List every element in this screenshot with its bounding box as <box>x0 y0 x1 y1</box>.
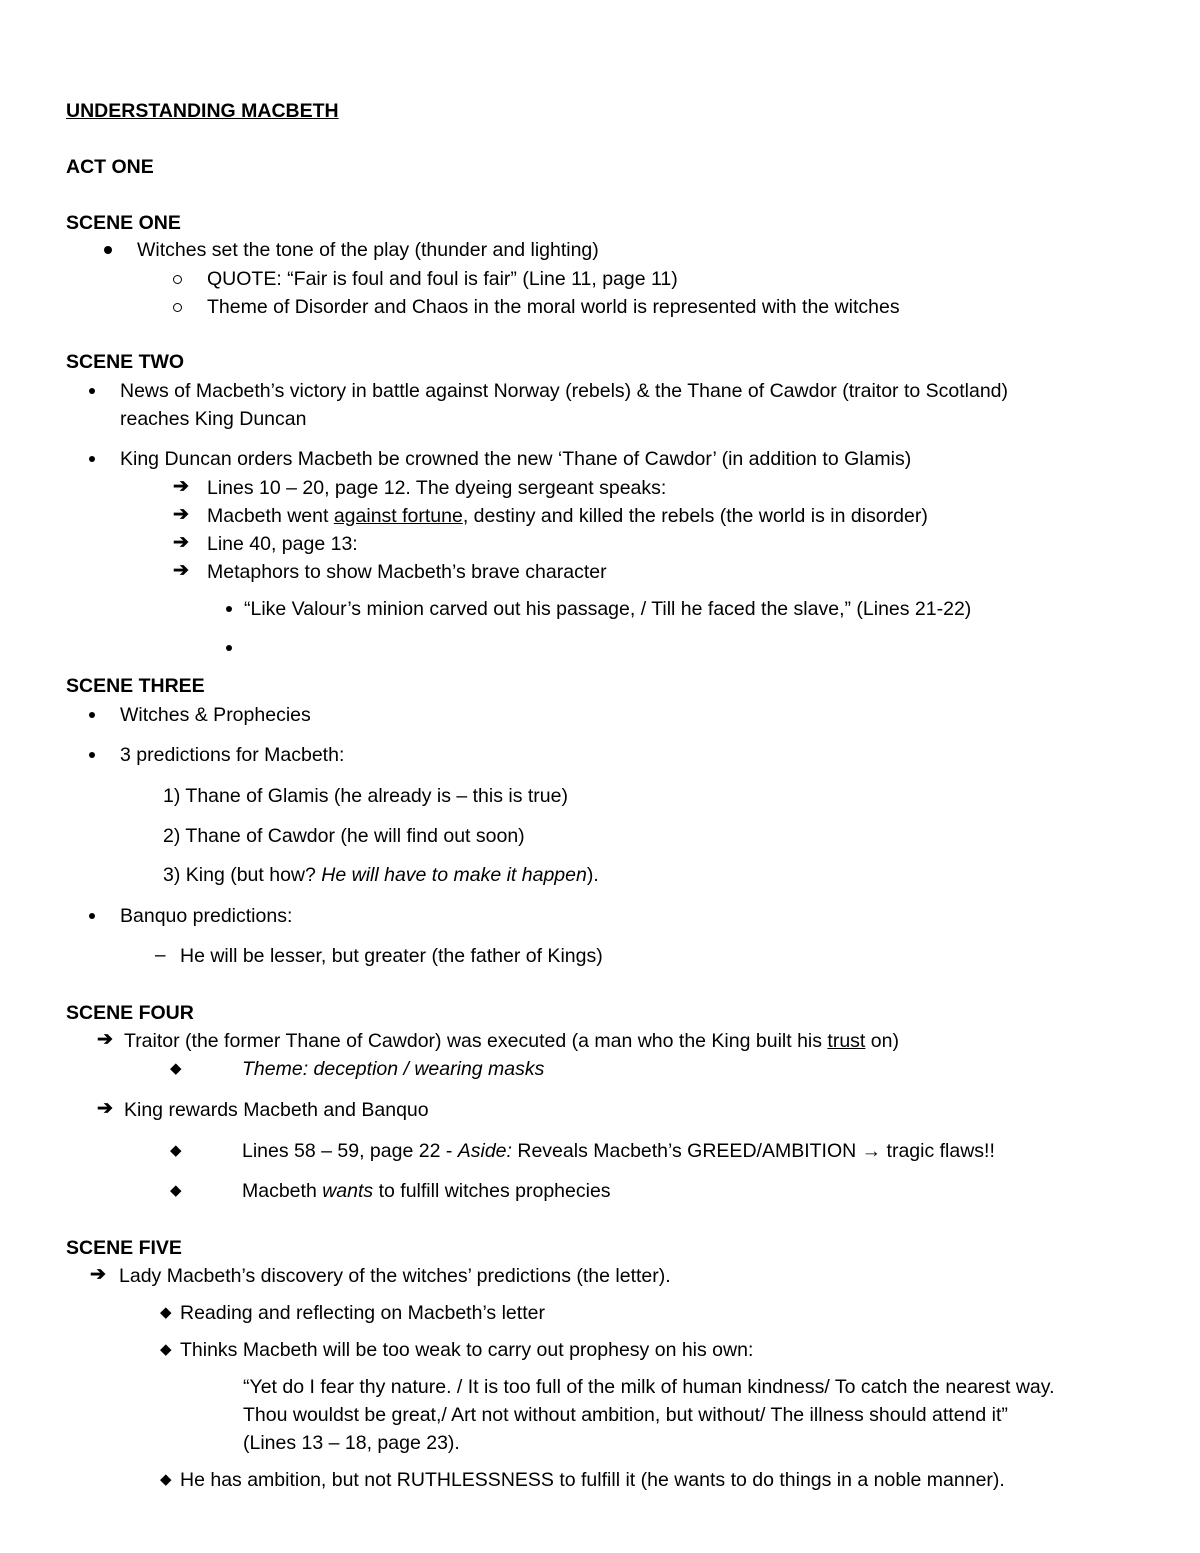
list-item: King rewards Macbeth and Banquo <box>124 1099 429 1121</box>
arrow-right-icon: ➔ <box>173 504 189 525</box>
arrow-right-icon: ➔ <box>97 1098 113 1119</box>
italic-text: wants <box>322 1180 374 1202</box>
scene-five-heading: SCENE FIVE <box>66 1237 182 1259</box>
italic-text: Aside: <box>457 1140 512 1162</box>
text-segment: Lines 58 – 59, page 22 - <box>242 1140 458 1162</box>
list-item: King Duncan orders Macbeth be crowned the new ‘Thane of Cawdor’ (in addition to Glamis) <box>120 448 912 470</box>
list-item: Theme: deception / wearing masks <box>242 1058 545 1080</box>
list-item: Witches & Prophecies <box>120 704 311 726</box>
list-item: QUOTE: “Fair is foul and foul is fair” (Line 11, page 11) <box>207 268 678 290</box>
prediction-item: 2) Thane of Cawdor (he will find out soon) <box>163 825 525 847</box>
arrow-right-icon: ➔ <box>173 560 189 581</box>
diamond-bullet-icon: ◆ <box>170 1182 182 1199</box>
scene-one-heading: SCENE ONE <box>66 212 181 234</box>
arrow-right-icon: ➔ <box>173 476 189 497</box>
list-item: Thinks Macbeth will be too weak to carry out prophesy on his own: <box>180 1339 754 1361</box>
quote-line: “Yet do I fear thy nature. / It is too full of the milk of human kindness/ To catch the nearest way. <box>243 1376 1055 1398</box>
text-segment: 3) King (but how? <box>163 864 322 886</box>
italic-text: He will have to make it happen <box>321 864 587 886</box>
diamond-bullet-icon: ◆ <box>160 1304 172 1321</box>
underlined-text: trust <box>827 1030 866 1052</box>
hollow-bullet-icon <box>173 275 182 284</box>
quote-line: “Like Valour’s minion carved out his passage, / Till he faced the slave,” (Lines 21-22) <box>244 598 972 620</box>
list-item: News of Macbeth’s victory in battle against Norway (rebels) & the Thane of Cawdor (traitor to Scotland) <box>120 380 1009 402</box>
list-item: Banquo predictions: <box>120 905 293 927</box>
list-item: He will be lesser, but greater (the father of Kings) <box>180 945 603 967</box>
list-item: He has ambition, but not RUTHLESSNESS to fulfill it (he wants to do things in a noble manner). <box>180 1469 1005 1491</box>
list-item: Lines 10 – 20, page 12. The dyeing sergeant speaks: <box>207 477 667 499</box>
list-item: Metaphors to show Macbeth’s brave character <box>207 561 607 583</box>
diamond-bullet-icon: ◆ <box>170 1142 182 1159</box>
document-title: UNDERSTANDING MACBETH <box>66 100 339 122</box>
text-segment: Reveals Macbeth’s GREED/AMBITION → tragic flaws!! <box>511 1140 995 1162</box>
diamond-bullet-icon: ◆ <box>160 1341 172 1358</box>
underlined-text: against fortune <box>333 505 463 527</box>
list-item: Witches set the tone of the play (thunder and lighting) <box>137 239 599 261</box>
text-segment: on) <box>865 1030 899 1052</box>
bullet-icon <box>89 388 95 394</box>
list-item <box>124 1029 899 1053</box>
quote-line: (Lines 13 – 18, page 23). <box>243 1432 460 1454</box>
dash-icon: – <box>155 945 166 966</box>
prediction-item: 1) Thane of Glamis (he already is – this is true) <box>163 785 568 807</box>
text-segment: Traitor (the former Thane of Cawdor) was executed (a man who the King built his <box>124 1030 828 1052</box>
list-item: Reading and reflecting on Macbeth’s letter <box>180 1302 545 1324</box>
text-segment: to fulfill witches prophecies <box>373 1180 611 1202</box>
scene-four-heading: SCENE FOUR <box>66 1002 194 1024</box>
bullet-icon <box>89 456 95 462</box>
diamond-bullet-icon: ◆ <box>160 1471 172 1488</box>
bullet-icon <box>226 645 232 651</box>
arrow-right-icon: ➔ <box>90 1264 106 1285</box>
list-item <box>242 1179 611 1203</box>
list-item: Lady Macbeth’s discovery of the witches’ predictions (the letter). <box>119 1265 671 1287</box>
list-item: Theme of Disorder and Chaos in the moral world is represented with the witches <box>207 296 900 318</box>
bullet-icon <box>89 752 95 758</box>
quote-line: Thou wouldst be great,/ Art not without ambition, but without/ The illness should attend it” <box>243 1404 1008 1426</box>
list-item <box>242 1139 995 1163</box>
act-heading: ACT ONE <box>66 156 154 178</box>
list-item-continuation: reaches King Duncan <box>120 408 307 430</box>
bullet-icon <box>89 913 95 919</box>
list-item: Line 40, page 13: <box>207 533 358 555</box>
list-item: 3 predictions for Macbeth: <box>120 744 345 766</box>
hollow-bullet-icon <box>173 303 182 312</box>
prediction-item <box>163 863 599 887</box>
text-segment: Macbeth went <box>207 505 334 527</box>
text-segment: , destiny and killed the rebels (the world is in disorder) <box>462 505 928 527</box>
arrow-right-icon: ➔ <box>173 532 189 553</box>
diamond-bullet-icon: ◆ <box>170 1060 182 1077</box>
scene-three-heading: SCENE THREE <box>66 675 205 697</box>
text-segment: Macbeth <box>242 1180 323 1202</box>
bullet-icon <box>89 712 95 718</box>
bullet-icon <box>104 246 112 254</box>
list-item <box>207 504 928 528</box>
scene-two-heading: SCENE TWO <box>66 351 185 373</box>
arrow-right-icon: ➔ <box>97 1029 113 1050</box>
bullet-icon <box>226 606 232 612</box>
text-segment: ). <box>586 864 599 886</box>
